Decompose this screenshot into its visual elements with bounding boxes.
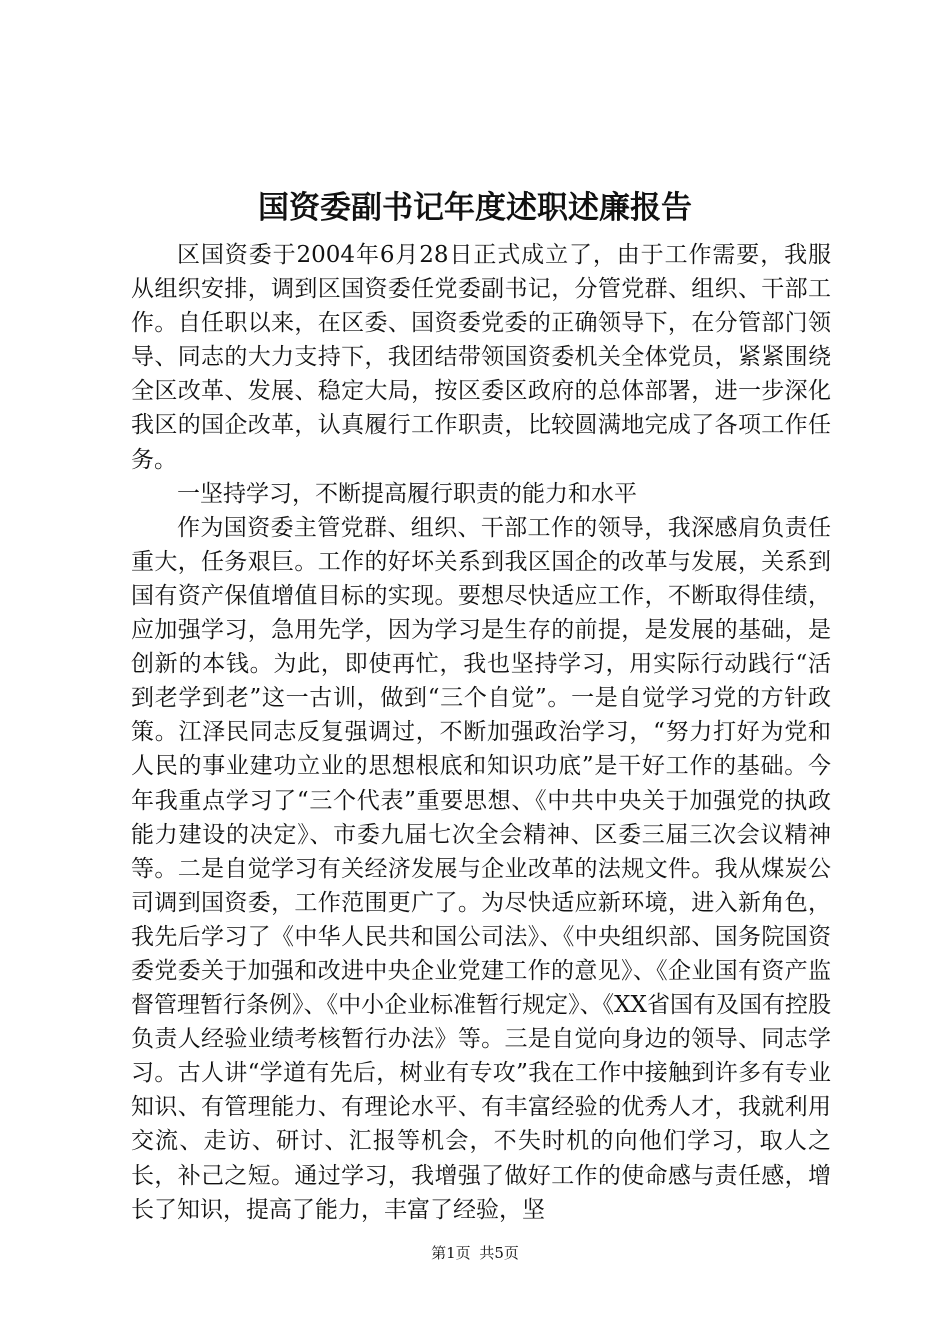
page-total: 共5页 <box>479 1244 519 1262</box>
page-footer <box>0 1243 950 1263</box>
page-number: 第1页 <box>431 1244 471 1262</box>
intro-paragraph: 区国资委于2004年6月28日正式成立了，由于工作需要，我服从组织安排，调到区国资委任党委副书记，分管党群、组织、干部工作。自任职以来，在区委、国资委党委的正确领导下，在分管部门领导、同志的大力支持下，我团结带领国资委机关全体党员，紧紧围绕全区改革、发展、稳定大局，按区委区政府的总体部署，进一步深化我区的国企改革，认真履行工作职责，比较圆满地完成了各项工作任务。 <box>131 242 831 473</box>
document-body <box>131 238 831 1227</box>
section-heading: 一坚持学习，不断提高履行职责的能力和水平 <box>177 480 637 507</box>
document-title: 国资委副书记年度述职述廉报告 <box>258 190 692 226</box>
study-paragraph: 作为国资委主管党群、组织、干部工作的领导，我深感肩负责任重大，任务艰巨。工作的好坏关系到我区国企的改革与发展，关系到国有资产保值增值目标的实现。要想尽快适应工作，不断取得佳绩，应加强学习，急用先学，因为学习是生存的前提，是发展的基础，是创新的本钱。为此，即使再忙，我也坚持学习，用实际行动践行“活到老学到老”这一古训，做到“三个自觉”。一是自觉学习党的方针政策。江泽民同志反复强调过，不断加强政治学习，“努力打好为党和人民的事业建功立业的思想根底和知识功底”是干好工作的基础。今年我重点学习了“三个代表”重要思想、《中共中央关于加强党的执政能力建设的决定》、市委九届七次全会精神、区委三届三次会议精神等。二是自觉学习有关经济发展与企业改革的法规文件。我从煤炭公司调到国资委，工作范围更广了。为尽快适应新环境，进入新角色，我先后学习了《中华人民共和国公司法》、《中央组织部、国务院国资委党委关于加强和改进中央企业党建工作的意见》、《企业国有资产监督管理暂行条例》、《中小企业标准暂行规定》、《XX省国有及国有控股负责人经验业绩考核暂行办法》等。三是自觉向身边的领导、同志学习。古人讲“学道有先后，树业有专攻”我在工作中接触到许多有专业知识、有管理能力、有理论水平、有丰富经验的优秀人才，我就利用交流、走访、研讨、汇报等机会，不失时机的向他们学习，取人之长，补己之短。通过学习，我增强了做好工作的使命感与责任感，增长了知识，提高了能力，丰富了经验，坚 <box>131 514 831 1223</box>
